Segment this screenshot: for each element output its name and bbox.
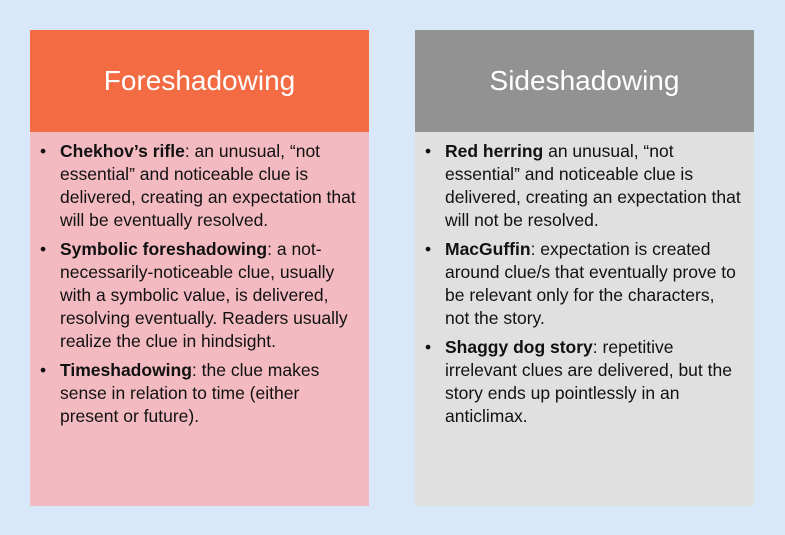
list-item-chekhovs-rifle bbox=[38, 140, 357, 232]
foreshadowing-title: Foreshadowing bbox=[103, 65, 296, 96]
item-term: Red herring bbox=[445, 141, 544, 161]
sideshadowing-panel bbox=[415, 30, 754, 506]
bullet-icon: • bbox=[40, 360, 47, 380]
sideshadowing-title: Sideshadowing bbox=[489, 65, 680, 96]
list-item-symbolic-foreshadowing bbox=[38, 238, 357, 353]
list-item-red-herring bbox=[423, 140, 742, 232]
bullet-icon: • bbox=[425, 337, 432, 357]
item-term: Timeshadowing bbox=[60, 360, 192, 380]
item-description: : the clue makes sense in relation to time (either present or future). bbox=[60, 360, 320, 426]
sideshadowing-list bbox=[415, 132, 754, 506]
bullet-icon: • bbox=[40, 239, 47, 259]
list-item-shaggy-dog-story bbox=[423, 336, 742, 428]
item-term: Shaggy dog story bbox=[445, 337, 593, 357]
item-term: MacGuffin bbox=[445, 239, 531, 259]
item-description: : repetitive irrelevant clues are delivered, but the story ends up pointlessly in an anticlimax. bbox=[445, 337, 732, 426]
bullet-icon: • bbox=[40, 141, 47, 161]
list-item-macguffin bbox=[423, 238, 742, 330]
foreshadowing-list bbox=[30, 132, 369, 506]
bullet-icon: • bbox=[425, 141, 432, 161]
sideshadowing-header bbox=[415, 30, 754, 132]
foreshadowing-panel bbox=[30, 30, 369, 506]
item-term: Chekhov’s rifle bbox=[60, 141, 185, 161]
list-item-timeshadowing bbox=[38, 359, 357, 428]
foreshadowing-header bbox=[30, 30, 369, 132]
item-description: an unusual, “not essential” and noticeable clue is delivered, creating an expectation that will not be resolved. bbox=[445, 141, 741, 230]
item-description: : a not-necessarily-noticeable clue, usually with a symbolic value, is delivered, resolving eventually. Readers usually realize the clue in hindsight. bbox=[60, 239, 348, 351]
item-term: Symbolic foreshadowing bbox=[60, 239, 268, 259]
item-description: : an unusual, “not essential” and noticeable clue is delivered, creating an expectation that will be eventually resolved. bbox=[60, 141, 356, 230]
bullet-icon: • bbox=[425, 239, 432, 259]
item-description: : expectation is created around clue/s that eventually prove to be relevant only for the characters, not the story. bbox=[445, 239, 736, 328]
